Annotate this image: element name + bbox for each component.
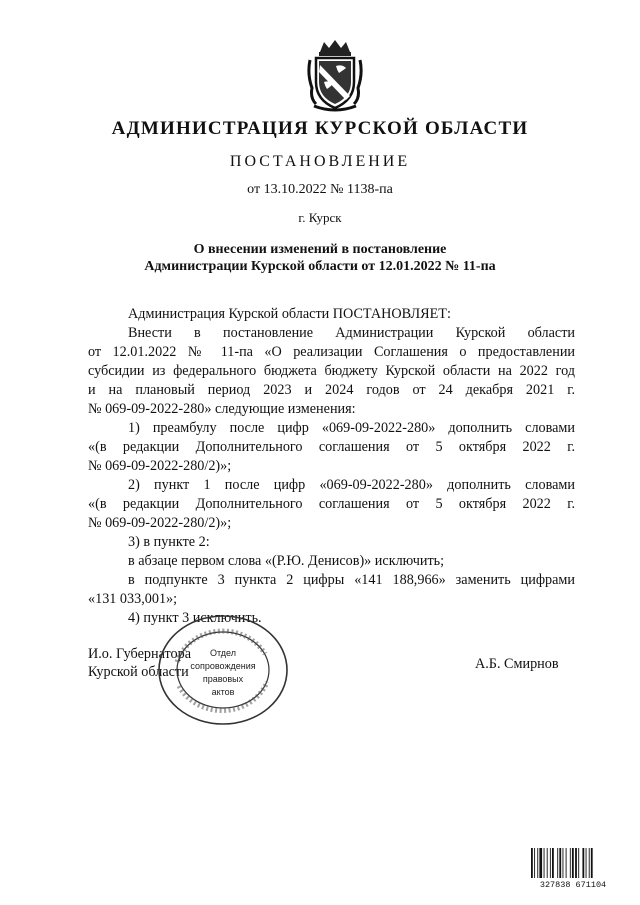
barcode-bar [531,848,533,878]
legal-department-stamp [155,612,291,728]
stamp-text-line-3: правовых [202,674,244,684]
barcode-bar [591,848,593,878]
stamp-text-line-4: актов [211,687,235,697]
barcode-bar [557,848,558,878]
body-line: 1) преамбулу после цифр «069-09-2022-280» дополнить словами [128,420,575,436]
stamp-text-line-2: сопровождения [190,661,256,671]
document-city: г. Курск [298,210,342,225]
body-line: Администрация Курской области ПОСТАНОВЛЯЕТ: [128,306,451,322]
body-line: в абзаце первом слова «(Р.Ю. Денисов)» исключить; [128,553,445,569]
body-line: Внести в постановление Администрации Курской области [128,325,575,341]
barcode-bar [589,848,590,878]
document-date-number: от 13.10.2022 № 1138-па [247,182,393,197]
barcode-bar [586,848,587,878]
signature-position-line-1: И.о. Губернатора [88,646,191,662]
barcode-bar [547,848,548,878]
barcode-bar [566,848,567,878]
body-line: 2) пункт 1 после цифр «069-09-2022-280» дополнить словами [128,477,575,493]
body-line: «131 033,001»; [88,591,178,607]
organization-title: АДМИНИСТРАЦИЯ КУРСКОЙ ОБЛАСТИ [111,118,529,139]
body-line: в подпункте 3 пункта 2 цифры «141 188,966» заменить цифрами [128,572,575,588]
barcode-bar [559,848,561,878]
body-line: № 069-09-2022-280/2)»; [88,458,232,474]
barcode-bar [544,848,545,878]
body-line: № 069-09-2022-280» следующие изменения: [88,401,356,417]
body-line: 3) в пункте 2: [128,534,210,550]
barcode-bars [531,848,593,878]
barcode [530,847,616,889]
barcode-bar [552,848,554,878]
barcode-bar [572,848,574,878]
barcode-bar [539,848,542,878]
barcode-bar [575,848,577,878]
body-line: «(в редакции Дополнительного соглашения от 5 октября 2022 г. [88,439,575,455]
body-line: и на плановый период 2023 и 2024 годов от 24 декабря 2021 г. [88,382,575,398]
barcode-bar [550,848,551,878]
body-line: 4) пункт 3 исключить. [128,610,262,626]
barcode-bar [537,848,538,878]
body-line: субсидии из федерального бюджета бюджету Курской области на 2022 год [88,363,575,379]
barcode-bar [578,848,579,878]
body-line: «(в редакции Дополнительного соглашения от 5 октября 2022 г. [88,496,575,512]
barcode-bar [534,848,535,878]
barcode-number: 327838 671104 [539,880,607,889]
stamp-text-line-1: Отдел [209,648,237,658]
body-line: № 069-09-2022-280/2)»; [88,515,232,531]
subject-line-2: Администрации Курской области от 12.01.2022 № 11-па [144,259,496,274]
document-body [88,306,575,626]
document-type: ПОСТАНОВЛЕНИЕ [229,153,411,170]
document-subject [0,241,640,275]
signature-position-line-2: Курской области [88,664,189,680]
coat-of-arms-icon [306,38,364,112]
barcode-bar [570,848,571,878]
barcode-bar [582,848,584,878]
barcode-bar [563,848,564,878]
subject-line-1: О внесении изменений в постановление [193,242,447,257]
body-line: от 12.01.2022 № 11-па «О реализации Соглашения о предоставлении [88,344,575,360]
signature-name: А.Б. Смирнов [475,656,559,672]
